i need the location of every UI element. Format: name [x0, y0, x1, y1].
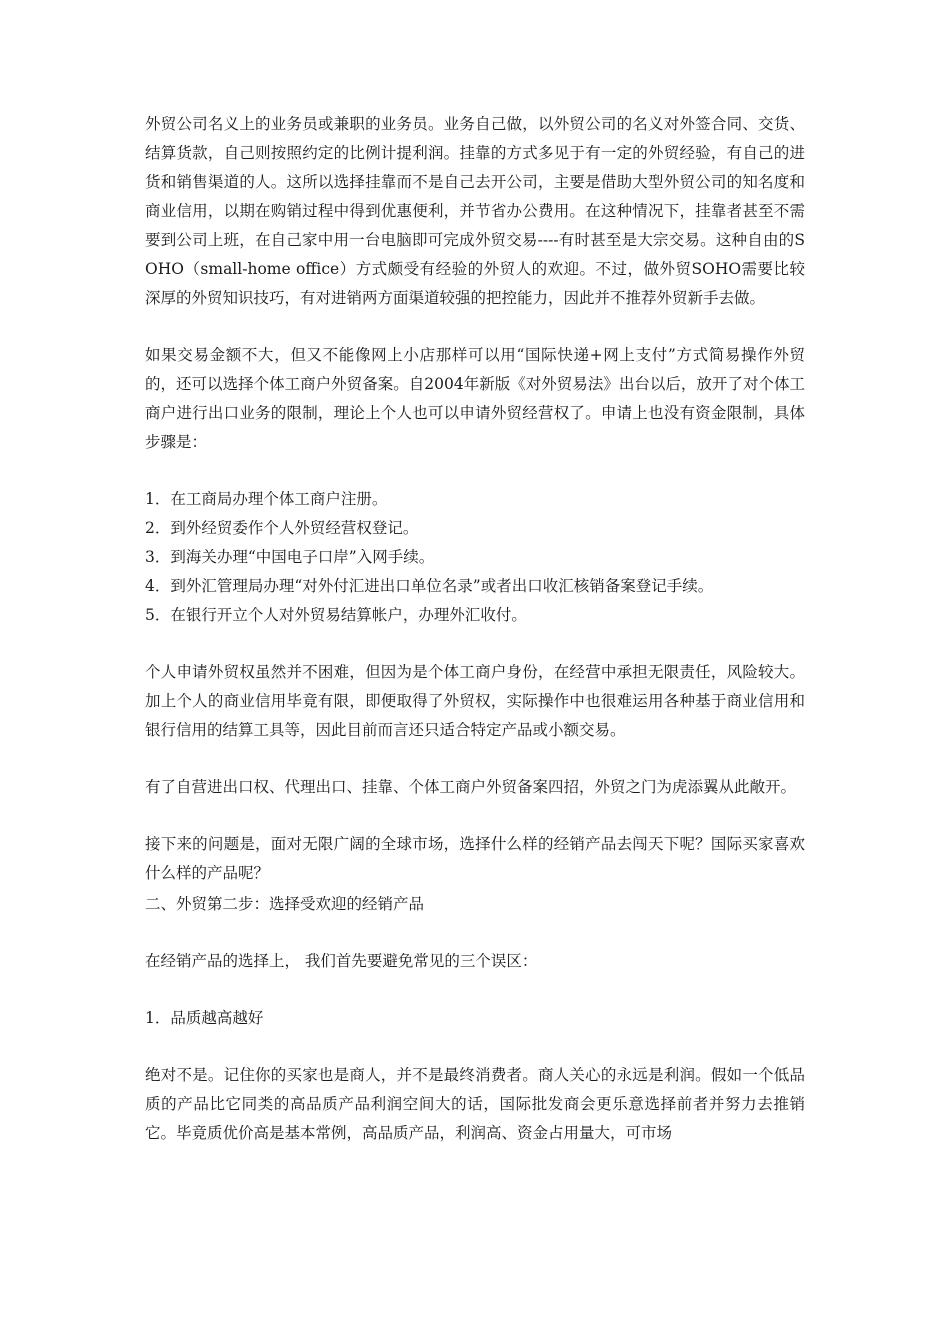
myth-heading: 1．品质越高越好 — [145, 1009, 264, 1027]
list-item: 3．到海关办理“中国电子口岸”入网手续。 — [145, 548, 435, 566]
list-item: 4．到外汇管理局办理“对外付汇进出口单位名录”或者出口收汇核销备案登记手续。 — [145, 577, 714, 595]
list-item: 1．在工商局办理个体工商户注册。 — [145, 490, 388, 508]
section-heading: 二、外贸第二步：选择受欢迎的经销产品 — [145, 895, 425, 913]
paragraph-four-methods: 有了自营进出口权、代理出口、挂靠、个体工商户外贸备案四招，外贸之门为虎添翼从此敞开。 — [145, 778, 797, 796]
paragraph-risk: 个人申请外贸权虽然并不困难，但因为是个体工商户身份，在经营中承担无限责任，风险较大。加上个人的商业信用毕竟有限，即便取得了外贸权，实际操作中也很难运用各种基于商业信用和银行信用的结算工具等，因此目前而言还只适合特定产品或小额交易。 — [145, 663, 805, 739]
paragraph-three-myths: 在经销产品的选择上， 我们首先要避免常见的三个误区： — [145, 952, 538, 970]
filing-steps-list — [145, 485, 805, 630]
paragraph-affiliation: 外贸公司名义上的业务员或兼职的业务员。业务自己做，以外贸公司的名义对外签合同、交货、结算货款，自己则按照约定的比例计提利润。挂靠的方式多见于有一定的外贸经验，有自己的进货和销售渠道的人。这所以选择挂靠而不是自己去开公司，主要是借助大型外贸公司的知名度和商业信用，以期在购销过程中得到优惠便利，并节省办公费用。在这种情况下，挂靠者甚至不需要到公司上班，在自己家中用一台电脑即可完成外贸交易----有时甚至是大宗交易。这种自由的SOHO（small-home office）方式颇受有经验的外贸人的欢迎。不过，做外贸SOHO需要比较深厚的外贸知识技巧，有对进销两方面渠道较强的把控能力，因此并不推荐外贸新手去做。 — [145, 115, 805, 307]
paragraph-individual-filing: 如果交易金额不大，但又不能像网上小店那样可以用“国际快递+网上支付”方式简易操作外贸的，还可以选择个体工商户外贸备案。自2004年新版《对外贸易法》出台以后，放开了对个体工商户进行出口业务的限制，理论上个人也可以申请外贸经营权了。申请上也没有资金限制，具体步骤是： — [145, 346, 805, 451]
paragraph-quality: 绝对不是。记住你的买家也是商人，并不是最终消费者。商人关心的永远是利润。假如一个低品质的产品比它同类的高品质产品利润空间大的话，国际批发商会更乐意选择前者并努力去推销它。毕竟质优价高是基本常例，高品质产品，利润高、资金占用量大，可市场 — [145, 1066, 805, 1142]
list-item: 2．到外经贸委作个人外贸经营权登记。 — [145, 519, 419, 537]
document-body — [145, 110, 805, 1176]
paragraph-next-question: 接下来的问题是，面对无限广阔的全球市场，选择什么样的经销产品去闯天下呢？国际买家喜欢什么样的产品呢？ — [145, 835, 805, 882]
list-item: 5．在银行开立个人对外贸易结算帐户，办理外汇收付。 — [145, 606, 527, 624]
